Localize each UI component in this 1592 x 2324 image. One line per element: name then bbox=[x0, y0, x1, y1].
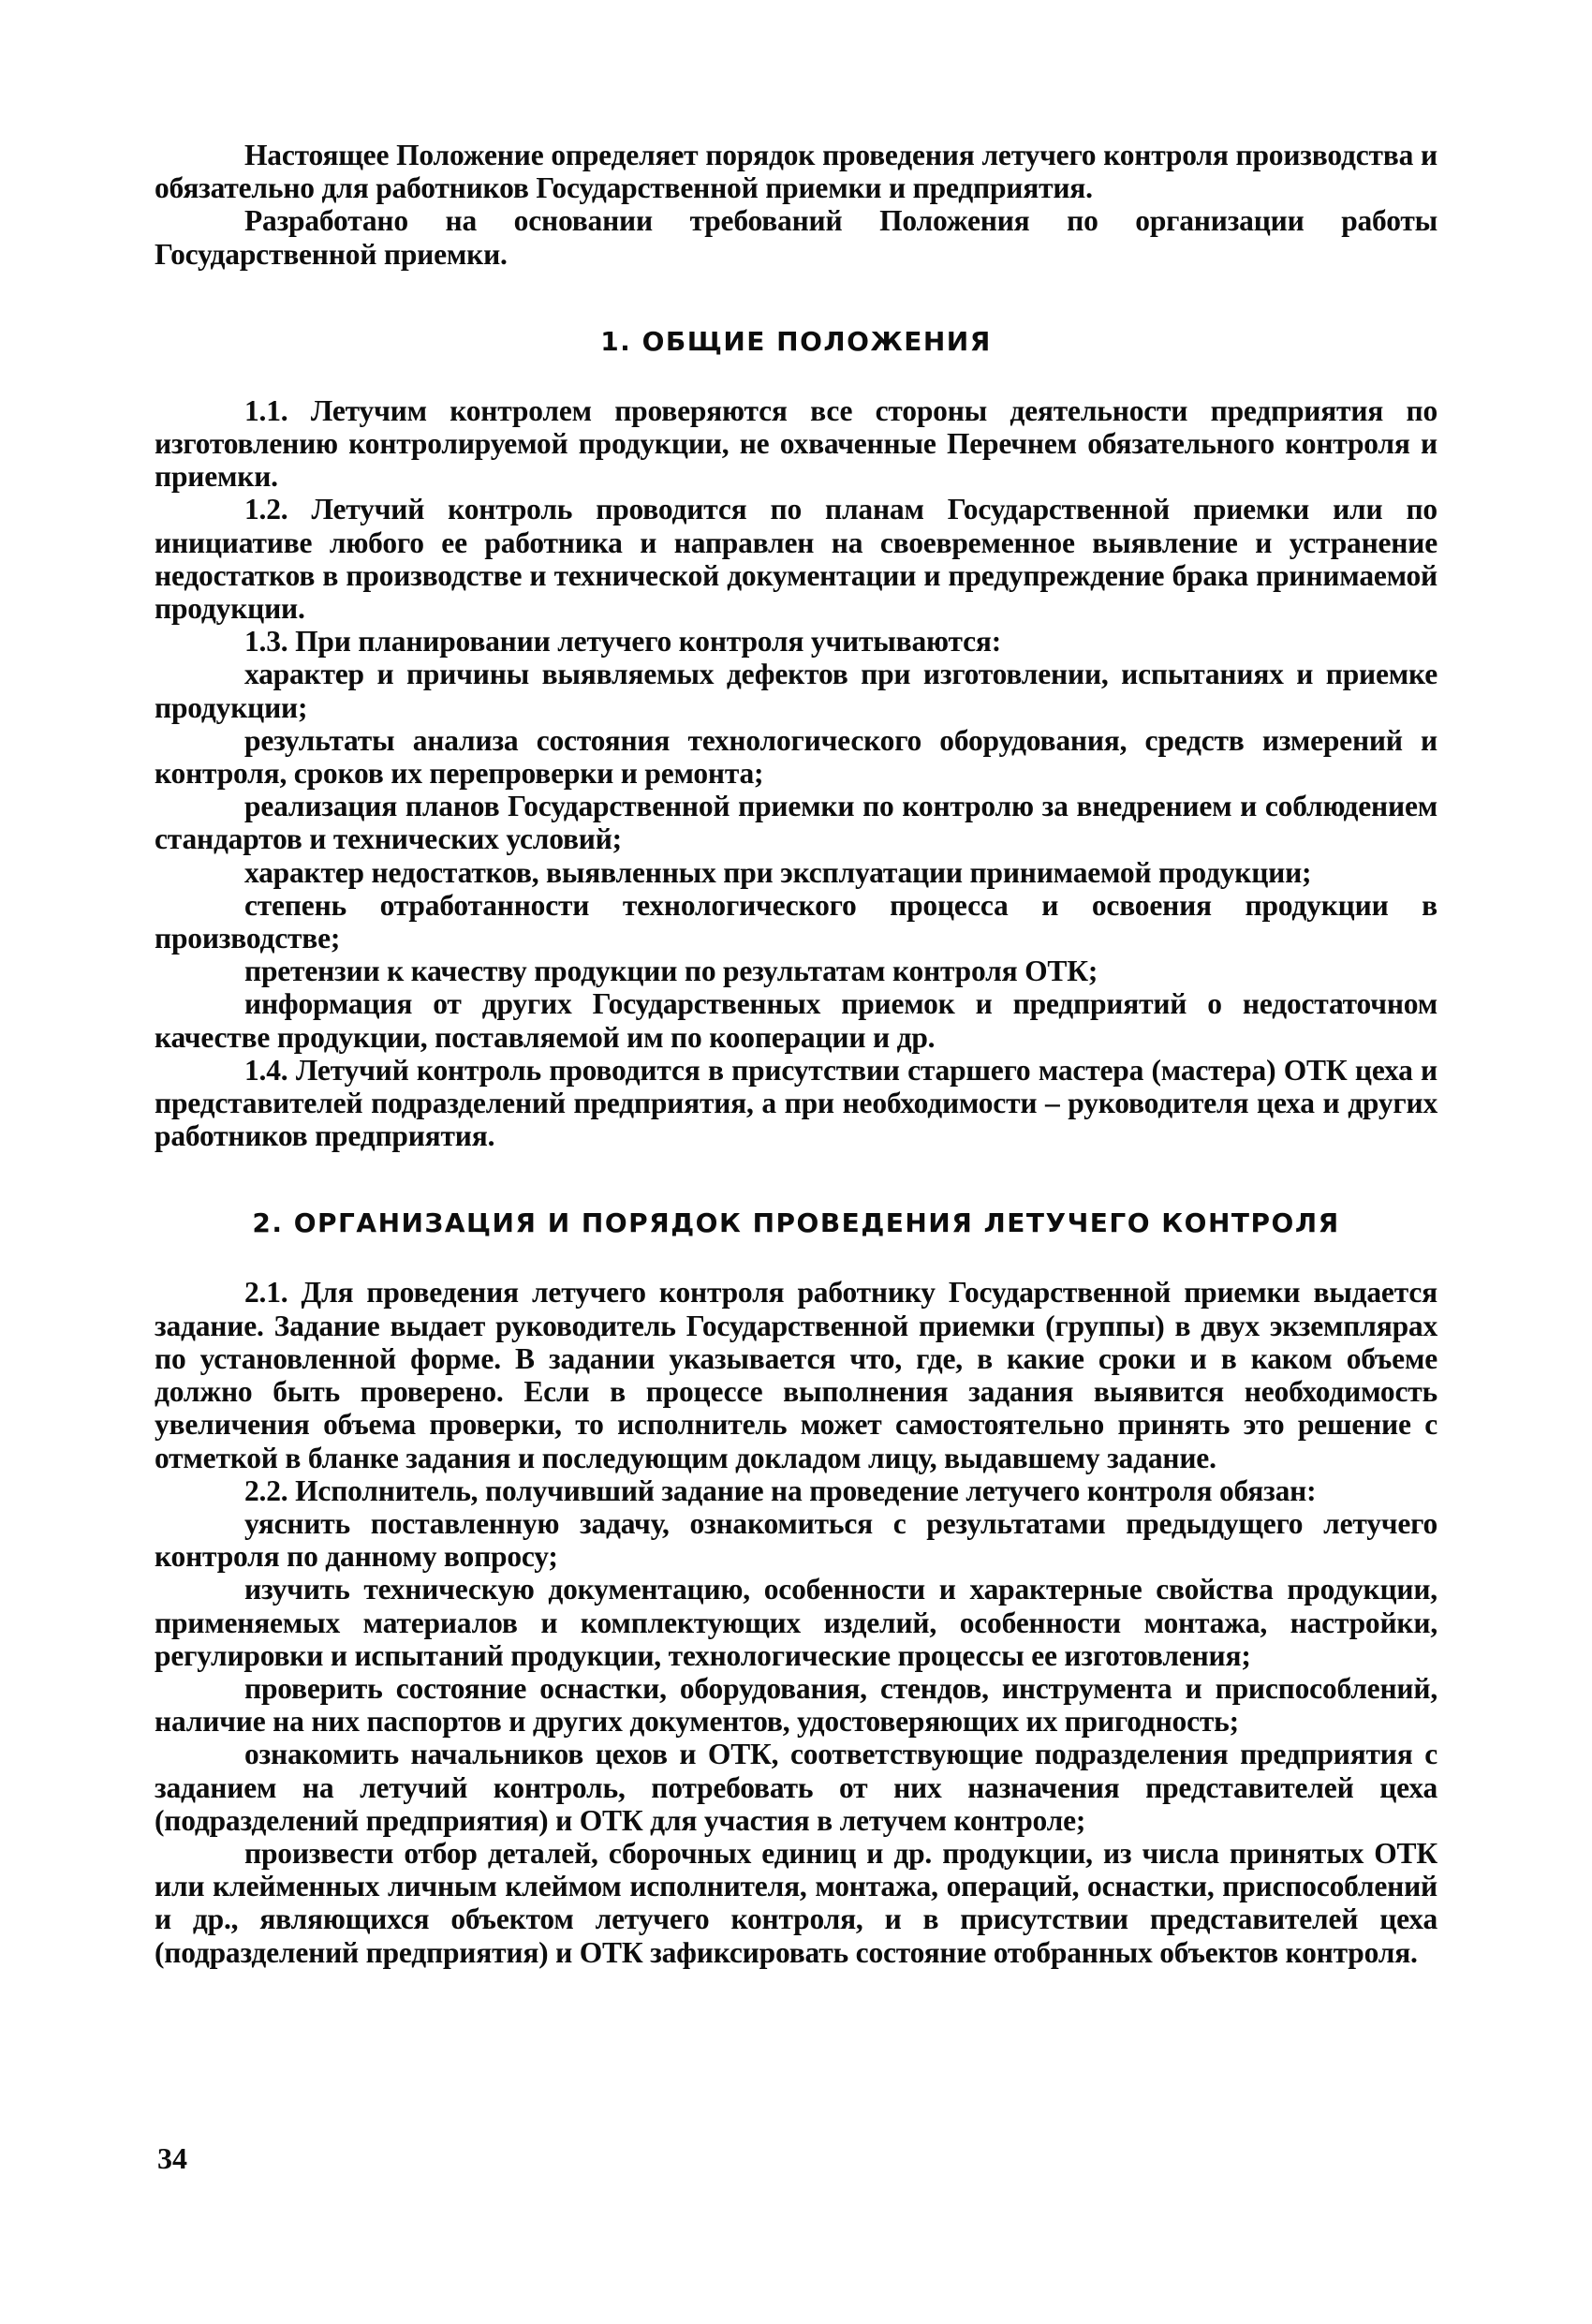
section-2-list-item: изучить техническую документацию, особенности и характерные свойства продукции, применяемых материалов и комплектующих изделий, особенности монтажа, настройки, регулировки и испытаний продукции, технологические процессы ее изготовления; bbox=[155, 1573, 1437, 1672]
section-1-paragraph: 1.3. При планировании летучего контроля учитываются: bbox=[244, 625, 1002, 659]
section-1-list-item: результаты анализа состояния технологического оборудования, средств измерений и контроля, сроков их перепроверки и ремонта; bbox=[155, 723, 1437, 791]
page-number: 34 bbox=[157, 2141, 187, 2175]
section-2-paragraph: 2.2. Исполнитель, получивший задание на проведение летучего контроля обязан: bbox=[244, 1473, 1317, 1507]
section-1-list-item: реализация планов Государственной приемки по контролю за внедрением и соблюдением стандартов и технических условий; bbox=[155, 790, 1437, 856]
intro-paragraph-1: Настоящее Положение определяет порядок проведения летучего контроля производства и обязательно для работников Государственной приемки и предприятия. bbox=[155, 139, 1437, 205]
section-2-list-item: произвести отбор деталей, сборочных единиц и др. продукции, из числа принятых ОТК или клейменных личным клеймом исполнителя, монтажа, операций, оснастки, приспособлений и др., являющихся объектом летучего контроля, и в присутствии представителей цеха (подразделений предприятия) и ОТК зафиксировать состояние отобранных объектов контроля. bbox=[155, 1836, 1437, 1969]
section-1-list-item: характер и причины выявляемых дефектов при изготовлении, испытаниях и приемке продукции; bbox=[155, 658, 1437, 724]
intro-paragraph-2: Разработано на основании требований Положения по организации работы Государственной приемки. bbox=[155, 204, 1437, 271]
section-1-heading: 1. ОБЩИЕ ПОЛОЖЕНИЯ bbox=[600, 325, 992, 357]
section-1-list-item: информация от других Государственных приемок и предприятий о недостаточном качестве продукции, поставляемой им по кооперации и др. bbox=[155, 987, 1437, 1054]
section-1-paragraph: 1.2. Летучий контроль проводится по планам Государственной приемки или по инициативе любого ее работника и направлен на своевременное выявление и устранение недостатков в производстве и технической документации и предупреждение брака принимаемой продукции. bbox=[155, 493, 1437, 626]
section-2-list-item: уяснить поставленную задачу, ознакомиться с результатами предыдущего летучего контроля по данному вопросу; bbox=[155, 1506, 1437, 1574]
section-1-list-item: претензии к качеству продукции по результатам контроля ОТК; bbox=[244, 955, 1098, 988]
section-2-list-item: проверить состояние оснастки, оборудования, стендов, инструмента и приспособлений, наличие на них паспортов и других документов, удостоверяющих их пригодность; bbox=[155, 1671, 1437, 1739]
section-1-list-item: характер недостатков, выявленных при эксплуатации принимаемой продукции; bbox=[244, 855, 1312, 889]
section-2-list-item: ознакомить начальников цехов и ОТК, соответствующие подразделения предприятия с заданием на летучий контроль, потребовать от них назначения представителей цеха (подразделений предприятия) и ОТК для участия в летучем контроле; bbox=[155, 1738, 1437, 1837]
section-1-paragraph: 1.4. Летучий контроль проводится в присутствии старшего мастера (мастера) ОТК цеха и представителей подразделений предприятия, а при необходимости – руководителя цеха и других работников предприятия. bbox=[155, 1053, 1437, 1153]
section-1-list-item: степень отработанности технологического процесса и освоения продукции в производстве; bbox=[155, 888, 1437, 955]
section-2-heading: 2. ОРГАНИЗАЦИЯ И ПОРЯДОК ПРОВЕДЕНИЯ ЛЕТУЧЕГО КОНТРОЛЯ bbox=[252, 1207, 1340, 1239]
section-2-paragraph: 2.1. Для проведения летучего контроля работнику Государственной приемки выдается задание. Задание выдает руководитель Государственной приемки (группы) в двух экземплярах по установленной форме. В задании указывается что, где, в какие сроки и в каком объеме должно быть проверено. Если в процессе выполнения задания выявится необходимость увеличения объема проверки, то исполнитель может самостоятельно принять это решение с отметкой в бланке задания и последующим докладом лицу, выдавшему задание. bbox=[155, 1276, 1437, 1474]
section-1-paragraph: 1.1. Летучим контролем проверяются все стороны деятельности предприятия по изготовлению контролируемой продукции, не охваченные Перечнем обязательного контроля и приемки. bbox=[155, 393, 1437, 494]
document-page bbox=[155, 139, 1437, 1969]
